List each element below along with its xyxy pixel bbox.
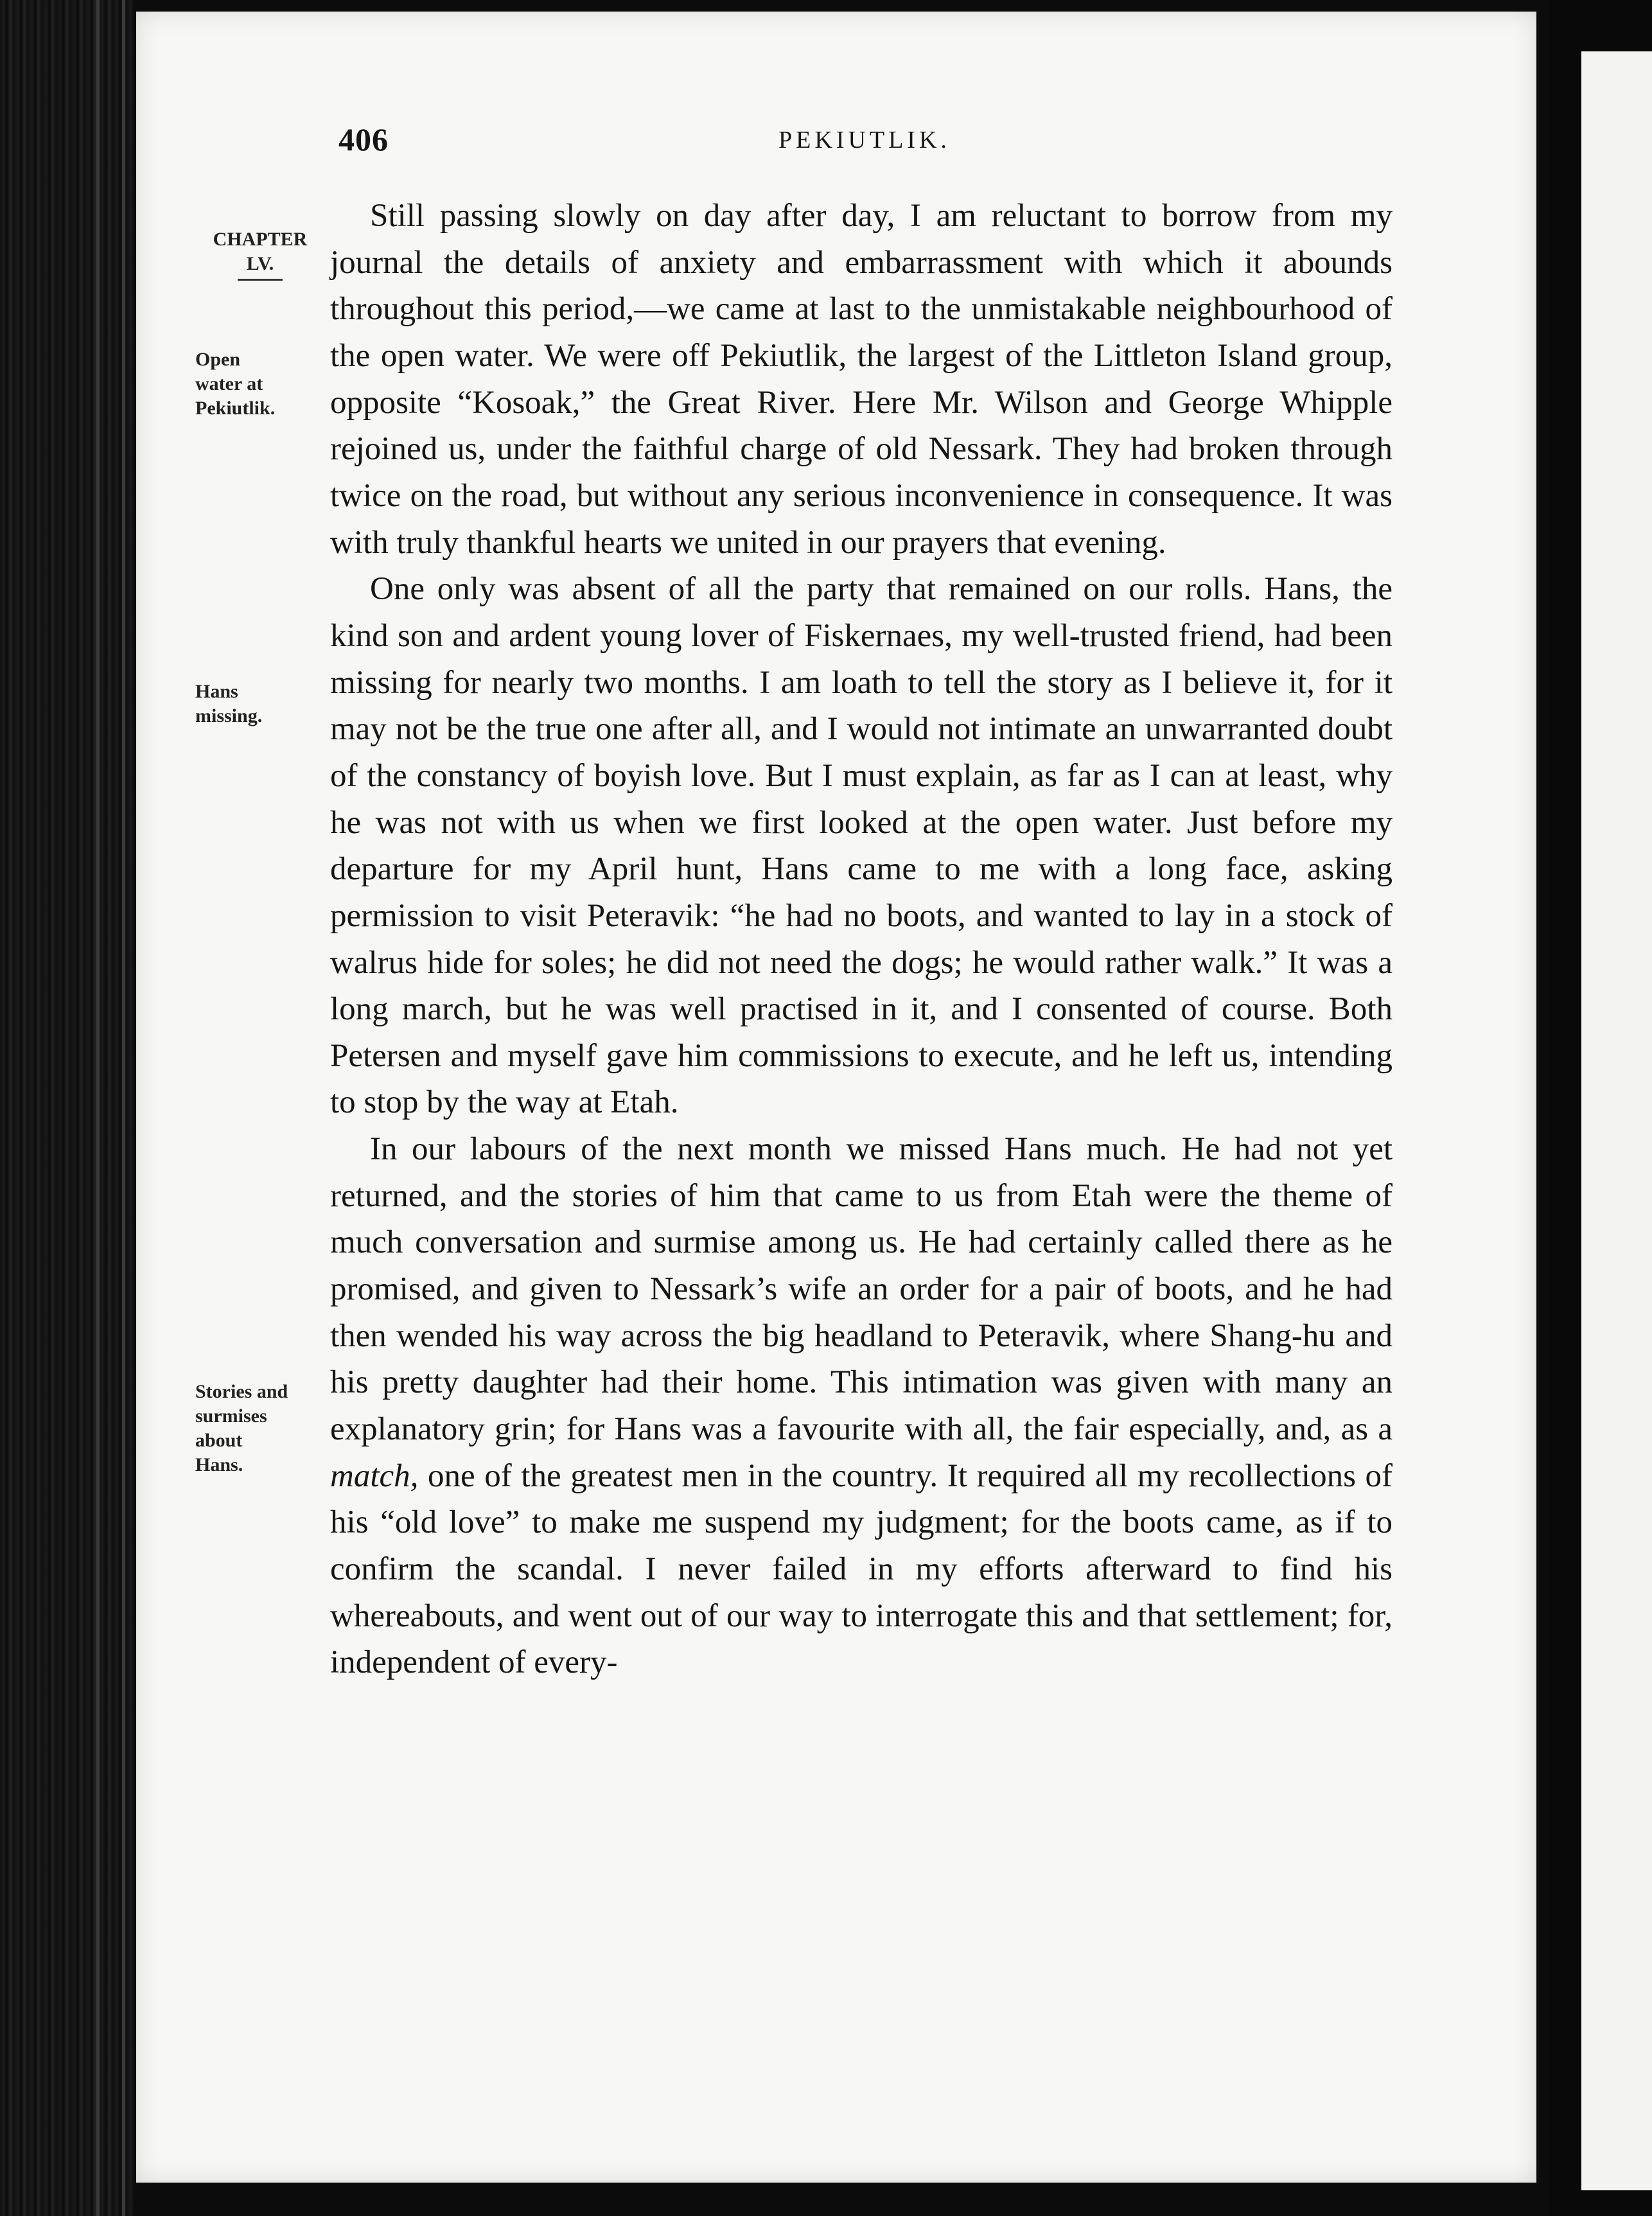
page-number: 406 xyxy=(338,121,389,157)
sidenote-hans-missing: Hans missing. xyxy=(195,681,263,726)
paragraph-text: one of the greatest men in the country. It required all my recollections of his “old love” to make me suspend my judgment; for the boots came, as if to confirm the scandal. I never failed in my efforts afterward to find his whereabouts, and went out of our way to interrogate this and that settlement; for, independent of every- xyxy=(330,1457,1393,1681)
sidenote-stories: Stories and surmises about Hans. xyxy=(195,1381,288,1475)
paragraph-text: In our labours of the next month we missed Hans much. He had not yet returned, and the stories of him that came to us from Etah were the theme of much conversation and surmise among us. He had certainly called there as he promised, and given to Nessark’s wife an order for a pair of boots, and he had then wended his way across the big headland to Peteravik, where Shang-hu and his pretty daughter had their home. This intimation was given with many an explanatory grin; for Hans was a favourite with all, the fair especially, and, as a xyxy=(330,1131,1393,1448)
next-page-strip xyxy=(1581,51,1652,2190)
paragraph xyxy=(330,1126,1393,1686)
paragraph: One only was absent of all the party that remained on our rolls. Hans, the kind son and ardent young lover of Fiskernaes, my well-trusted friend, had been missing for nearly two months. I am loath to tell the story as I believe it, for it may not be the true one after all, and I would not intimate an unwarranted doubt of the constancy of boyish love. But I must explain, as far as I can at least, why he was not with us when we first looked at the open water. Just before my departure for my April hunt, Hans came to me with a long face, asking permission to visit Peteravik: “he had no boots, and wanted to lay in a stock of walrus hide for soles; he did not need the dogs; he would rather walk.” It was a long march, but he was well practised in it, and I consented of course. Both Petersen and myself gave him commissions to execute, and he left us, intending to stop by the way at Etah. xyxy=(330,571,1393,1121)
sidenote-chapter xyxy=(193,203,328,305)
sidenote-chapter-text: CHAPTER LV. xyxy=(213,229,308,274)
spine-edge-line xyxy=(96,0,100,2216)
spine-edge-line xyxy=(122,0,125,2216)
book-page xyxy=(136,12,1536,2183)
chapter-rule xyxy=(238,279,283,281)
italic-word: match, xyxy=(330,1457,419,1494)
book-spine xyxy=(0,0,135,2216)
body-text xyxy=(330,193,1393,1686)
paragraph: Still passing slowly on day after day, I am reluctant to borrow from my journal the details of anxiety and embarrassment with which it abounds throughout this period,—we came at last to the unmistakable neighbourhood of the open water. We were off Pekiutlik, the largest of the Littleton Island group, opposite “Kosoak,” the Great River. Here Mr. Wilson and George Whipple rejoined us, under the faithful charge of old Nessark. They had broken through twice on the road, but without any serious inconvenience in consequence. It was with truly thankful hearts we united in our prayers that evening. xyxy=(330,198,1393,561)
sidenote-open-water: Open water at Pekiutlik. xyxy=(195,349,276,419)
page-header xyxy=(136,121,1536,172)
running-title: PEKIUTLIK. xyxy=(778,127,951,154)
